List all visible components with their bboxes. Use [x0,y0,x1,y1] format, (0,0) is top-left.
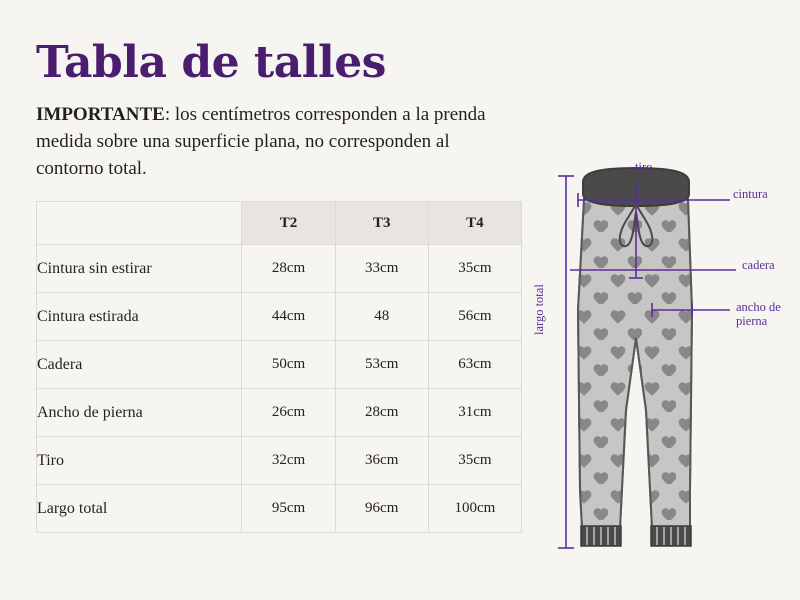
cell-value: 63cm [428,341,521,389]
row-label: Largo total [37,485,242,533]
label-cadera: cadera [742,258,775,272]
cell-value: 33cm [335,245,428,293]
row-label: Ancho de pierna [37,389,242,437]
cell-value: 95cm [242,485,335,533]
content-column [36,37,528,533]
cell-value: 96cm [335,485,428,533]
table-row [37,245,522,293]
cell-value: 36cm [335,437,428,485]
label-tiro: tiro [635,160,653,174]
row-label: Cintura sin estirar [37,245,242,293]
table-row [37,341,522,389]
cell-value: 35cm [428,437,521,485]
table-body [37,245,522,533]
important-text: : los centímetros corresponden a la prenda medida sobre una superficie plana, no corresponden al contorno total. [36,104,486,180]
cell-value: 28cm [242,245,335,293]
cell-value: 56cm [428,293,521,341]
cell-value: 53cm [335,341,428,389]
column-header-t2: T2 [242,202,335,245]
cell-value: 28cm [335,389,428,437]
table-row [37,293,522,341]
size-table [36,201,522,533]
ankle-cuffs [581,526,691,546]
cell-value: 44cm [242,293,335,341]
table-corner-cell [37,202,242,245]
cell-value: 26cm [242,389,335,437]
measurement-diagram [532,160,790,570]
table-head [37,202,522,245]
cell-value: 50cm [242,341,335,389]
page-title: Tabla de talles [36,37,386,88]
table-row [37,437,522,485]
cell-value: 31cm [428,389,521,437]
row-label: Tiro [37,437,242,485]
cell-value: 48 [335,293,428,341]
important-note [36,102,506,183]
row-label: Cadera [37,341,242,389]
cell-value: 35cm [428,245,521,293]
table-header-row [37,202,522,245]
row-label: Cintura estirada [37,293,242,341]
column-header-t4: T4 [428,202,521,245]
pants-illustration [540,160,790,570]
cell-value: 32cm [242,437,335,485]
table-row [37,485,522,533]
label-largo-total: largo total [532,284,546,335]
label-ancho-de-pierna: ancho de pierna [736,300,781,329]
cell-value: 100cm [428,485,521,533]
important-label: IMPORTANTE [36,104,165,126]
table-row [37,389,522,437]
pants-shape [578,184,692,528]
label-cintura: cintura [733,187,768,201]
column-header-t3: T3 [335,202,428,245]
